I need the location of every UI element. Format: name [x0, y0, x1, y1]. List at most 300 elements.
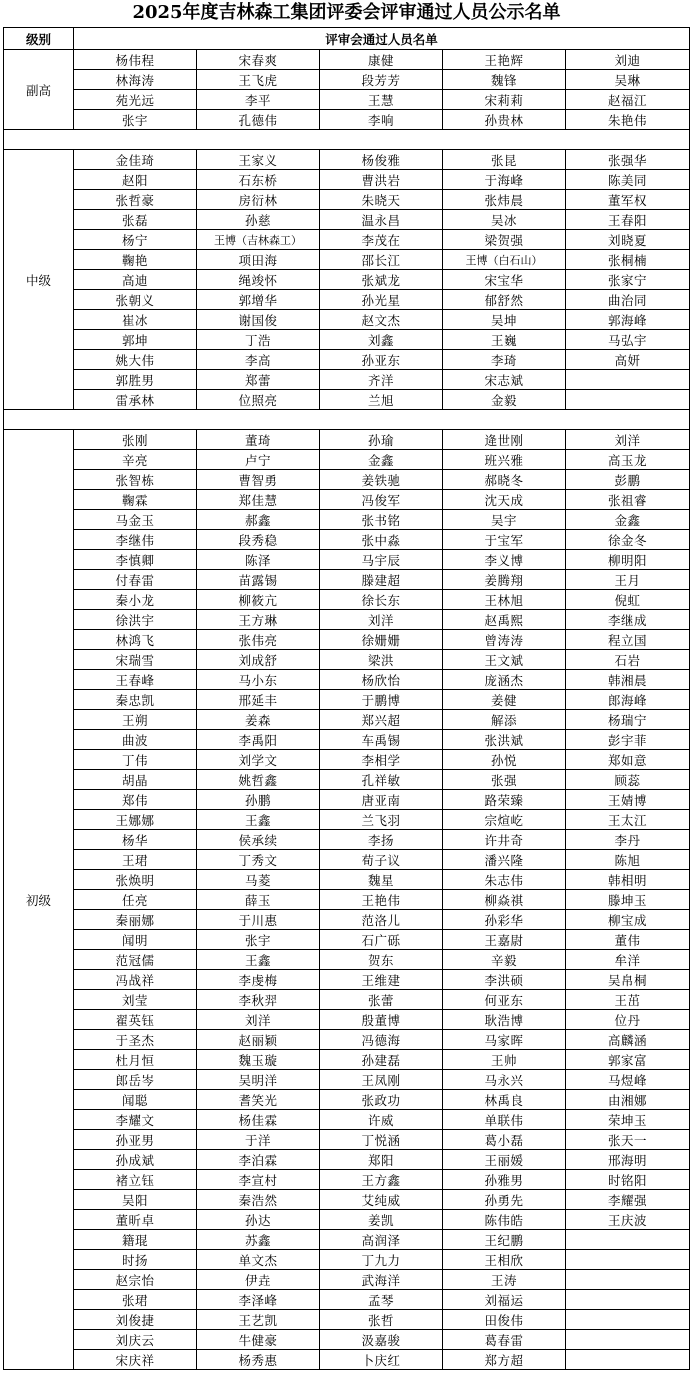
name-cell: 孙鹏	[197, 790, 320, 810]
name-cell: 张强	[443, 770, 566, 790]
name-cell: 张朝义	[74, 290, 197, 310]
name-cell: 刘洋	[566, 430, 690, 450]
name-cell: 李继伟	[74, 530, 197, 550]
name-cell: 邢延丰	[197, 690, 320, 710]
table-row	[4, 830, 690, 850]
name-cell	[566, 1230, 690, 1250]
table-row	[4, 1350, 690, 1370]
name-cell: 单文杰	[197, 1250, 320, 1270]
name-cell: 耿浩博	[443, 1010, 566, 1030]
table-row	[4, 110, 690, 130]
name-cell: 柳明阳	[566, 550, 690, 570]
name-cell: 王方鑫	[320, 1170, 443, 1190]
name-cell: 宋庆祥	[74, 1350, 197, 1370]
name-cell: 兰飞羽	[320, 810, 443, 830]
name-cell: 曹智勇	[197, 470, 320, 490]
name-cell: 马小东	[197, 670, 320, 690]
table-row	[4, 1090, 690, 1110]
table-row	[4, 770, 690, 790]
name-cell: 孙达	[197, 1210, 320, 1230]
name-cell: 董伟	[566, 930, 690, 950]
name-cell: 张强华	[566, 150, 690, 170]
name-cell: 位丹	[566, 1010, 690, 1030]
name-cell: 褚立钰	[74, 1170, 197, 1190]
name-cell: 王春阳	[566, 210, 690, 230]
name-cell: 王纪鹏	[443, 1230, 566, 1250]
name-cell: 李琦	[443, 350, 566, 370]
name-cell: 林海涛	[74, 70, 197, 90]
table-row	[4, 230, 690, 250]
name-cell: 张宇	[197, 930, 320, 950]
name-cell: 郭家富	[566, 1050, 690, 1070]
name-cell: 姜凯	[320, 1210, 443, 1230]
name-cell: 李泊霖	[197, 1150, 320, 1170]
name-cell: 辛亮	[74, 450, 197, 470]
table-row	[4, 1110, 690, 1130]
table-row	[4, 270, 690, 290]
name-cell: 逄世刚	[443, 430, 566, 450]
name-cell	[566, 390, 690, 410]
table-row	[4, 630, 690, 650]
name-cell: 魏锋	[443, 70, 566, 90]
name-cell: 郑阳	[320, 1150, 443, 1170]
level-cell: 中级	[4, 150, 74, 410]
name-cell: 李义博	[443, 550, 566, 570]
table-row	[4, 170, 690, 190]
name-cell: 张昆	[443, 150, 566, 170]
name-cell: 绳竣怀	[197, 270, 320, 290]
name-cell: 吴宇	[443, 510, 566, 530]
name-cell: 李茂在	[320, 230, 443, 250]
table-row	[4, 490, 690, 510]
name-cell: 姜健	[443, 690, 566, 710]
table-row	[4, 210, 690, 230]
name-cell: 杜月恒	[74, 1050, 197, 1070]
table-row	[4, 510, 690, 530]
table-row	[4, 950, 690, 970]
table-row	[4, 1330, 690, 1350]
name-cell: 丁伟	[74, 750, 197, 770]
name-cell: 车禹锡	[320, 730, 443, 750]
name-cell: 赵丽颖	[197, 1030, 320, 1050]
name-cell: 牟洋	[566, 950, 690, 970]
name-cell: 路荣臻	[443, 790, 566, 810]
name-cell: 杨秀惠	[197, 1350, 320, 1370]
name-cell: 许威	[320, 1110, 443, 1130]
section-gap-cell	[4, 410, 690, 430]
name-cell: 赵福江	[566, 90, 690, 110]
name-cell: 高玉龙	[566, 450, 690, 470]
table-row	[4, 530, 690, 550]
name-cell: 王林旭	[443, 590, 566, 610]
name-cell: 杨俊雅	[320, 150, 443, 170]
name-cell: 王艳辉	[443, 50, 566, 70]
table-row	[4, 890, 690, 910]
name-cell	[566, 1350, 690, 1370]
table-row	[4, 1010, 690, 1030]
table-row	[4, 1170, 690, 1190]
name-cell: 张哲	[320, 1310, 443, 1330]
name-cell: 耆笑光	[197, 1090, 320, 1110]
table-row	[4, 350, 690, 370]
name-cell: 滕建超	[320, 570, 443, 590]
name-cell: 薛玉	[197, 890, 320, 910]
name-cell: 赵宗怡	[74, 1270, 197, 1290]
table-row	[4, 1070, 690, 1090]
name-cell: 郑兴超	[320, 710, 443, 730]
name-cell: 李宣村	[197, 1170, 320, 1190]
table-row	[4, 1130, 690, 1150]
name-cell: 刘庆云	[74, 1330, 197, 1350]
name-cell: 郑如意	[566, 750, 690, 770]
name-cell: 李秋羿	[197, 990, 320, 1010]
name-cell: 高润泽	[320, 1230, 443, 1250]
name-cell: 孔德伟	[197, 110, 320, 130]
name-cell: 段秀稳	[197, 530, 320, 550]
table-row	[4, 390, 690, 410]
name-cell: 冯战祥	[74, 970, 197, 990]
name-cell: 徐姗姗	[320, 630, 443, 650]
table-row	[4, 990, 690, 1010]
name-cell: 项田海	[197, 250, 320, 270]
name-cell: 高妍	[566, 350, 690, 370]
name-cell: 李泽峰	[197, 1290, 320, 1310]
name-cell: 冯德海	[320, 1030, 443, 1050]
name-cell: 葛小磊	[443, 1130, 566, 1150]
name-cell: 孔祥敏	[320, 770, 443, 790]
name-cell: 李继成	[566, 610, 690, 630]
name-cell: 苗露锡	[197, 570, 320, 590]
name-cell: 艾纯威	[320, 1190, 443, 1210]
table-row	[4, 330, 690, 350]
name-cell: 王鑫	[197, 950, 320, 970]
name-cell: 彭鹏	[566, 470, 690, 490]
name-cell: 孙成斌	[74, 1150, 197, 1170]
name-cell: 于鹏博	[320, 690, 443, 710]
table-row	[4, 810, 690, 830]
name-cell: 苏鑫	[197, 1230, 320, 1250]
name-cell	[566, 1310, 690, 1330]
name-cell: 杨佳霖	[197, 1110, 320, 1130]
name-cell: 王相欣	[443, 1250, 566, 1270]
name-cell: 辛毅	[443, 950, 566, 970]
name-cell: 丁秀文	[197, 850, 320, 870]
name-cell: 石东桥	[197, 170, 320, 190]
name-cell: 石广砾	[320, 930, 443, 950]
table-row	[4, 670, 690, 690]
name-cell: 顾蕊	[566, 770, 690, 790]
name-cell: 宗煊屹	[443, 810, 566, 830]
name-cell: 郭海峰	[566, 310, 690, 330]
name-cell: 姚大伟	[74, 350, 197, 370]
name-cell: 杨华	[74, 830, 197, 850]
name-cell: 刘学文	[197, 750, 320, 770]
name-cell: 马永兴	[443, 1070, 566, 1090]
name-cell: 葛春雷	[443, 1330, 566, 1350]
name-cell: 郑蕾	[197, 370, 320, 390]
name-cell: 侯承续	[197, 830, 320, 850]
name-cell: 李相学	[320, 750, 443, 770]
name-cell: 姜森	[197, 710, 320, 730]
name-cell: 温永昌	[320, 210, 443, 230]
name-cell: 胡晶	[74, 770, 197, 790]
name-cell: 于圣杰	[74, 1030, 197, 1050]
name-cell: 朱晓天	[320, 190, 443, 210]
name-cell: 范洛儿	[320, 910, 443, 930]
name-cell: 邢海明	[566, 1150, 690, 1170]
name-cell: 殷董博	[320, 1010, 443, 1030]
name-cell: 马金玉	[74, 510, 197, 530]
name-cell: 时扬	[74, 1250, 197, 1270]
name-cell: 朱志伟	[443, 870, 566, 890]
name-cell: 冯俊军	[320, 490, 443, 510]
table-row	[4, 70, 690, 90]
name-cell: 吴琳	[566, 70, 690, 90]
name-cell: 庞涵杰	[443, 670, 566, 690]
level-column-header: 级别	[4, 28, 74, 50]
name-cell	[566, 1290, 690, 1310]
name-cell: 翟英钰	[74, 1010, 197, 1030]
name-cell: 房衍林	[197, 190, 320, 210]
name-cell: 付春雷	[74, 570, 197, 590]
name-cell: 唐亚南	[320, 790, 443, 810]
name-cell: 位照亮	[197, 390, 320, 410]
name-cell: 于洋	[197, 1130, 320, 1150]
name-cell: 董昕卓	[74, 1210, 197, 1230]
name-cell: 吴坤	[443, 310, 566, 330]
name-cell: 王巍	[443, 330, 566, 350]
table-row	[4, 1270, 690, 1290]
name-cell: 姚哲鑫	[197, 770, 320, 790]
name-cell: 鞠艳	[74, 250, 197, 270]
name-cell: 王艳伟	[320, 890, 443, 910]
name-cell: 赵文杰	[320, 310, 443, 330]
name-cell: 王月	[566, 570, 690, 590]
level-cell: 初级	[4, 430, 74, 1370]
name-cell: 秦忠凯	[74, 690, 197, 710]
name-cell: 郑方超	[443, 1350, 566, 1370]
name-cell: 董琦	[197, 430, 320, 450]
table-row	[4, 550, 690, 570]
name-cell: 田俊伟	[443, 1310, 566, 1330]
name-cell: 陈泽	[197, 550, 320, 570]
name-cell: 雷承林	[74, 390, 197, 410]
section-gap	[4, 410, 690, 430]
table-row	[4, 90, 690, 110]
name-cell: 崔冰	[74, 310, 197, 330]
name-cell: 金鑫	[566, 510, 690, 530]
name-cell: 滕坤玉	[566, 890, 690, 910]
name-cell: 林鸿飞	[74, 630, 197, 650]
name-cell: 王嘉尉	[443, 930, 566, 950]
name-cell: 闻明	[74, 930, 197, 950]
name-cell: 姜腾翔	[443, 570, 566, 590]
name-cell: 于海峰	[443, 170, 566, 190]
name-cell: 张宇	[74, 110, 197, 130]
name-cell: 徐洪宇	[74, 610, 197, 630]
table-row	[4, 1290, 690, 1310]
name-cell: 王博（吉林森工）	[197, 230, 320, 250]
name-cell: 王春峰	[74, 670, 197, 690]
name-cell: 杨瑞宁	[566, 710, 690, 730]
name-cell: 孙亚男	[74, 1130, 197, 1150]
name-cell: 张祖睿	[566, 490, 690, 510]
header-row	[4, 28, 690, 50]
name-cell: 宋莉莉	[443, 90, 566, 110]
name-cell: 郎岳岑	[74, 1070, 197, 1090]
name-cell: 吴明洋	[197, 1070, 320, 1090]
name-cell: 潘兴隆	[443, 850, 566, 870]
name-cell: 牛健豪	[197, 1330, 320, 1350]
name-cell: 孙贵林	[443, 110, 566, 130]
table-row	[4, 1310, 690, 1330]
table-row	[4, 910, 690, 930]
name-cell: 曲波	[74, 730, 197, 750]
name-cell: 王涛	[443, 1270, 566, 1290]
name-cell: 刘洋	[320, 610, 443, 630]
name-cell: 张家宁	[566, 270, 690, 290]
name-cell: 张洪斌	[443, 730, 566, 750]
name-cell: 吴冰	[443, 210, 566, 230]
name-cell: 石岩	[566, 650, 690, 670]
name-cell: 张斌龙	[320, 270, 443, 290]
name-cell: 张政功	[320, 1090, 443, 1110]
table-row	[4, 1250, 690, 1270]
table-row	[4, 1210, 690, 1230]
level-cell: 副高	[4, 50, 74, 130]
name-cell: 卢宁	[197, 450, 320, 470]
name-cell: 宋志斌	[443, 370, 566, 390]
name-cell: 赵阳	[74, 170, 197, 190]
name-cell: 孙悦	[443, 750, 566, 770]
name-cell: 马宇辰	[320, 550, 443, 570]
name-cell: 刘福运	[443, 1290, 566, 1310]
name-cell: 吴帛桐	[566, 970, 690, 990]
name-cell: 秦小龙	[74, 590, 197, 610]
name-cell: 金鑫	[320, 450, 443, 470]
name-cell: 王帅	[443, 1050, 566, 1070]
name-cell: 孙勇先	[443, 1190, 566, 1210]
name-cell: 郎海峰	[566, 690, 690, 710]
name-cell: 时铭阳	[566, 1170, 690, 1190]
table-row	[4, 1030, 690, 1050]
name-cell	[566, 1330, 690, 1350]
name-cell: 张炜晨	[443, 190, 566, 210]
name-cell: 段芳芳	[320, 70, 443, 90]
name-cell: 张磊	[74, 210, 197, 230]
name-cell: 马弘宇	[566, 330, 690, 350]
table-row	[4, 610, 690, 630]
name-cell: 王朔	[74, 710, 197, 730]
name-cell: 孟琴	[320, 1290, 443, 1310]
name-cell: 籍琨	[74, 1230, 197, 1250]
name-cell: 刘鑫	[320, 330, 443, 350]
name-cell: 许井奇	[443, 830, 566, 850]
name-cell: 赵禹熙	[443, 610, 566, 630]
name-cell: 张中淼	[320, 530, 443, 550]
name-cell: 王凤刚	[320, 1070, 443, 1090]
name-cell: 孙慈	[197, 210, 320, 230]
table-row	[4, 250, 690, 270]
name-cell: 王博（白石山）	[443, 250, 566, 270]
name-cell: 孙光星	[320, 290, 443, 310]
name-cell: 宋春爽	[197, 50, 320, 70]
name-cell: 李禹阳	[197, 730, 320, 750]
name-cell: 曹洪岩	[320, 170, 443, 190]
name-cell: 邵长江	[320, 250, 443, 270]
name-cell: 刘晓夏	[566, 230, 690, 250]
name-cell: 丁九力	[320, 1250, 443, 1270]
name-cell: 林禹良	[443, 1090, 566, 1110]
name-cell: 王娜娜	[74, 810, 197, 830]
table-row	[4, 290, 690, 310]
names-column-header: 评审会通过人员名单	[74, 28, 690, 50]
table-row	[4, 190, 690, 210]
name-cell: 韩相明	[566, 870, 690, 890]
name-cell: 贺东	[320, 950, 443, 970]
name-cell: 郑伟	[74, 790, 197, 810]
name-cell: 杨欣怡	[320, 670, 443, 690]
name-cell: 卜庆红	[320, 1350, 443, 1370]
name-cell: 于川惠	[197, 910, 320, 930]
name-cell: 李平	[197, 90, 320, 110]
name-cell: 李响	[320, 110, 443, 130]
name-cell: 陈旭	[566, 850, 690, 870]
name-cell: 谢国俊	[197, 310, 320, 330]
name-cell: 倪虹	[566, 590, 690, 610]
table-row	[4, 790, 690, 810]
name-cell: 王茁	[566, 990, 690, 1010]
name-cell: 梁贺强	[443, 230, 566, 250]
name-cell: 刘洋	[197, 1010, 320, 1030]
name-cell: 郝晓冬	[443, 470, 566, 490]
name-cell: 彭宇菲	[566, 730, 690, 750]
roster-table	[3, 27, 690, 1370]
name-cell: 康健	[320, 50, 443, 70]
name-cell: 秦丽娜	[74, 910, 197, 930]
name-cell: 孙瑜	[320, 430, 443, 450]
name-cell: 李耀强	[566, 1190, 690, 1210]
name-cell: 伊垚	[197, 1270, 320, 1290]
name-cell: 刘成舒	[197, 650, 320, 670]
name-cell: 孙建磊	[320, 1050, 443, 1070]
table-row	[4, 370, 690, 390]
name-cell: 闻聪	[74, 1090, 197, 1110]
name-cell: 王庆波	[566, 1210, 690, 1230]
name-cell: 李虔梅	[197, 970, 320, 990]
name-cell: 魏玉璇	[197, 1050, 320, 1070]
name-cell: 由湘娜	[566, 1090, 690, 1110]
name-cell: 王鑫	[197, 810, 320, 830]
name-cell: 徐金冬	[566, 530, 690, 550]
name-cell: 丁浩	[197, 330, 320, 350]
table-row	[4, 150, 690, 170]
table-row	[4, 850, 690, 870]
table-row	[4, 1230, 690, 1250]
name-cell: 曲治同	[566, 290, 690, 310]
name-cell: 张蕾	[320, 990, 443, 1010]
name-cell: 王家义	[197, 150, 320, 170]
name-cell: 刘迪	[566, 50, 690, 70]
name-cell: 金佳琦	[74, 150, 197, 170]
table-row	[4, 650, 690, 670]
name-cell: 曾涛涛	[443, 630, 566, 650]
name-cell: 宋瑞雪	[74, 650, 197, 670]
name-cell: 苑光远	[74, 90, 197, 110]
table-row	[4, 450, 690, 470]
name-cell: 张智栋	[74, 470, 197, 490]
name-cell: 鞠霖	[74, 490, 197, 510]
